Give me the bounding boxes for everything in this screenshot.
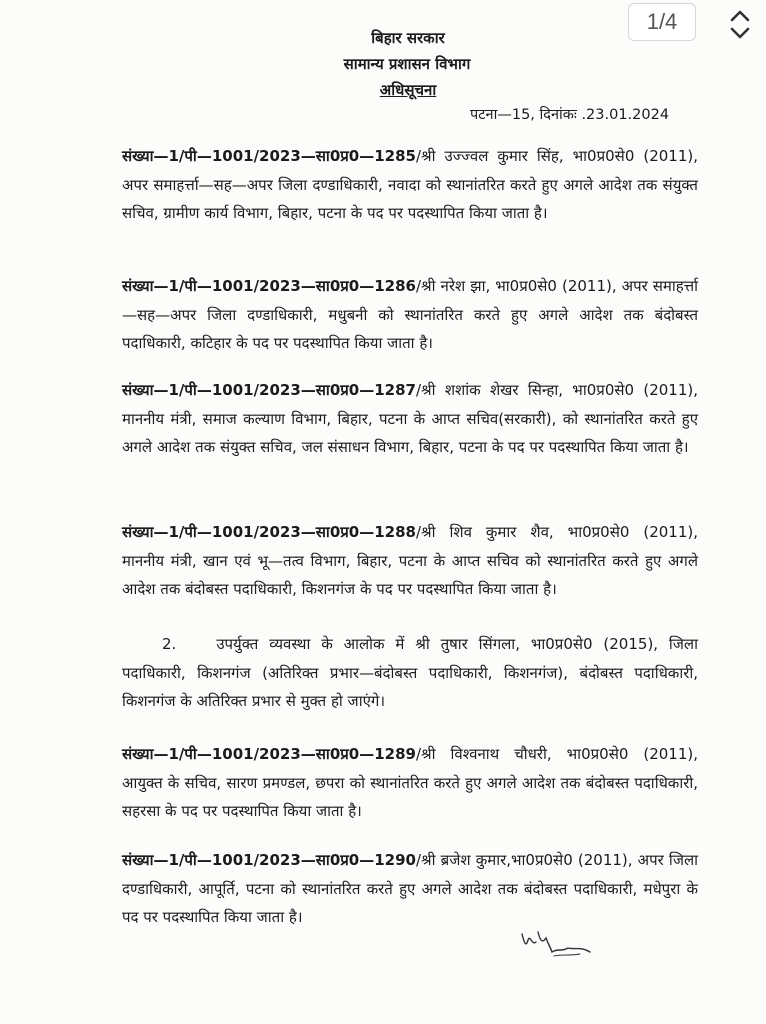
order-paragraph <box>122 272 698 358</box>
chevron-up-icon[interactable] <box>729 9 751 23</box>
order-text: /श्री उज्ज्वल कुमार सिंह, भा0प्र0से0 (2011), अपर समाहर्त्ता—सह—अपर जिला दण्डाधिकारी, नवादा को स्थानांतरित करते हुए अगले आदेश तक संयुक्त सचिव, ग्रामीण कार्य विभाग, बिहार, पटना के पद पर पदस्थापित किया जाता है। <box>122 147 698 222</box>
order-paragraph <box>122 376 698 462</box>
order-reference: संख्या—1/पी—1001/2023—सा0प्र0—1290 <box>122 851 416 869</box>
order-reference: संख्या—1/पी—1001/2023—सा0प्र0—1289 <box>122 745 416 763</box>
signature <box>518 922 598 966</box>
dateline: पटना—15, दिनांकः .23.01.2024 <box>470 107 670 123</box>
order-text: /श्री शिव कुमार शैव, भा0प्र0से0 (2011), माननीय मंत्री, खान एवं भू—तत्व विभाग, बिहार, पटना के आप्त सचिव को स्थानांतरित करते हुए अगले आदेश तक बंदोबस्त पदाधिकारी, किशनगंज के पद पर पदस्थापित किया जाता है। <box>122 523 698 598</box>
department-name: सामान्य प्रशासन विभाग <box>343 55 471 73</box>
government-name: बिहार सरकार <box>371 29 445 47</box>
order-reference: संख्या—1/पी—1001/2023—सा0प्र0—1288 <box>122 523 416 541</box>
order-paragraph <box>122 142 698 228</box>
order-paragraph <box>122 846 698 932</box>
order-reference: संख्या—1/पी—1001/2023—सा0प्र0—1287 <box>122 381 416 399</box>
page-navigation <box>716 0 764 48</box>
order-reference: संख्या—1/पी—1001/2023—सा0प्र0—1286 <box>122 277 416 295</box>
sub-paragraph-number: 2. <box>162 635 177 653</box>
order-paragraph <box>122 740 698 826</box>
order-paragraph <box>122 518 698 604</box>
page-indicator-text: 1/4 <box>646 9 678 34</box>
order-text: /श्री शशांक शेखर सिन्हा, भा0प्र0से0 (2011), माननीय मंत्री, समाज कल्याण विभाग, बिहार, पटना के आप्त सचिव(सरकारी), को स्थानांतरित करते हुए अगले आदेश तक संयुक्त सचिव, जल संसाधन विभाग, बिहार, पटना के पद पर पदस्थापित किया जाता है। <box>122 381 698 456</box>
sub-paragraph-text: उपर्युक्त व्यवस्था के आलोक में श्री तुषार सिंगला, भा0प्र0से0 (2015), जिला पदाधिकारी, किशनगंज (अतिरिक्त प्रभार—बंदोबस्त पदाधिकारी, किशनगंज), बंदोबस्त पदाधिकारी, किशनगंज के अतिरिक्त प्रभार से मुक्त हो जाएंगे। <box>122 635 698 710</box>
order-text: /श्री ब्रजेश कुमार,भा0प्र0से0 (2011), अपर जिला दण्डाधिकारी, आपूर्ति, पटना को स्थानांतरित करते हुए अगले आदेश तक बंदोबस्त पदाधिकारी, मधेपुरा के पद पर पदस्थापित किया जाता है। <box>122 851 698 926</box>
order-reference: संख्या—1/पी—1001/2023—सा0प्र0—1285 <box>122 147 416 165</box>
page-indicator <box>628 3 696 41</box>
chevron-down-icon[interactable] <box>729 26 751 40</box>
order-text: /श्री नरेश झा, भा0प्र0से0 (2011), अपर समाहर्त्ता—सह—अपर जिला दण्डाधिकारी, मधुबनी को स्थानांतरित करते हुए अगले आदेश तक बंदोबस्त पदाधिकारी, कटिहार के पद पर पदस्थापित किया जाता है। <box>122 277 698 352</box>
order-text: /श्री विश्वनाथ चौधरी, भा0प्र0से0 (2011), आयुक्त के सचिव, सारण प्रमण्डल, छपरा को स्थानांतरित करते हुए अगले आदेश तक बंदोबस्त पदाधिकारी, सहरसा के पद पर पदस्थापित किया जाता है। <box>122 745 698 820</box>
sub-paragraph <box>122 630 698 716</box>
notification-title: अधिसूचना <box>379 81 437 99</box>
